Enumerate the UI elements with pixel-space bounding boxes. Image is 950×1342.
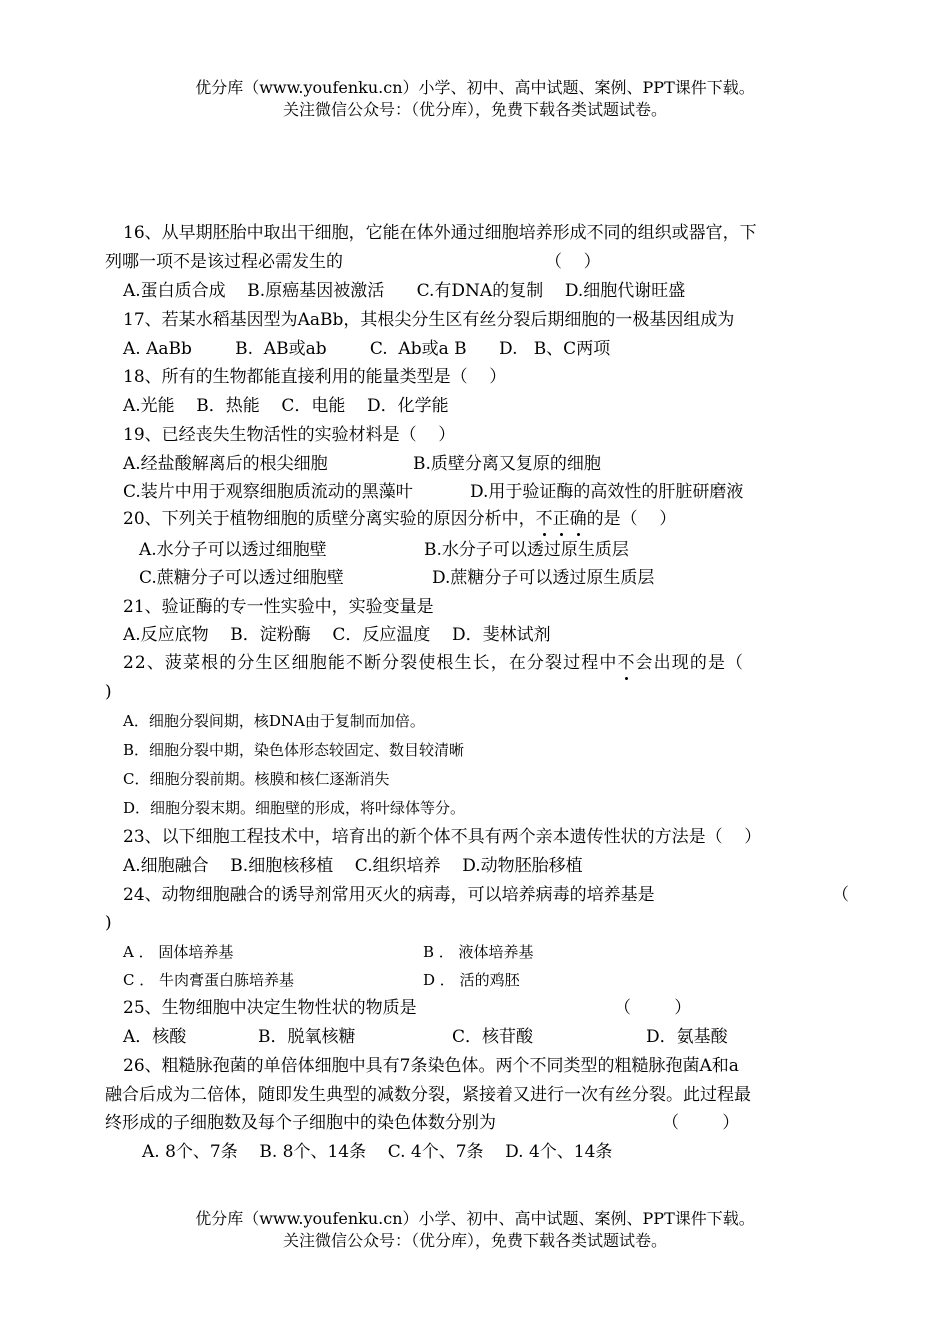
q20-option-b: B.水分子可以透过原生质层 [424, 540, 629, 560]
q19-option-c: C.装片中用于观察细胞质流动的黑藻叶 [123, 482, 413, 502]
q18-options: A.光能 B．热能 C．电能 D．化学能 [123, 396, 449, 416]
q20-option-d: D.蔗糖分子可以透过原生质层 [432, 568, 655, 588]
q22-emphasis-char: 不 [617, 653, 636, 673]
q26-stem-line3: 终形成的子细胞数及每个子细胞中的染色体数分别为 [105, 1113, 496, 1133]
q20-emphasis-char: 正 [552, 509, 570, 529]
q22-stem-tail: 出现的是（ [653, 653, 745, 673]
q24-option-b: B ． 液体培养基 [423, 943, 534, 961]
q20-stem-text: 20、下列关于植物细胞的质壁分离实验的原因分析中， [123, 509, 536, 529]
q25-option-c: C．核苷酸 [452, 1027, 534, 1047]
q20-stem [123, 508, 676, 530]
q24-option-c: C ． 牛肉膏蛋白胨培养基 [123, 971, 295, 989]
q24-option-a: A ． 固体培养基 [123, 943, 234, 961]
q22-stem [123, 652, 744, 674]
q26-stem-line2: 融合后成为二倍体，随即发生典型的减数分裂，紧接着又进行一次有丝分裂。此过程最 [105, 1085, 751, 1105]
q22-option-b: B．细胞分裂中期，染色体形态较固定、数目较清晰 [123, 741, 465, 759]
q20-emphasis-char: 不 [535, 509, 553, 529]
q22-stem-line2: ) [105, 682, 112, 702]
header-line-1: 优分库（www.youfenku.cn）小学、初中、高中试题、案例、PPT课件下载。 [195, 78, 755, 97]
q19-option-a: A.经盐酸解离后的根尖细胞 [123, 454, 328, 474]
q20-stem-tail: 的是（ ） [586, 509, 677, 529]
q25-option-a: A．核酸 [123, 1027, 187, 1047]
q22-stem-char: 会 [635, 653, 654, 673]
q25-answer-bracket: （ ） [614, 998, 692, 1018]
footer-line-1: 优分库（www.youfenku.cn）小学、初中、高中试题、案例、PPT课件下载。 [195, 1209, 755, 1228]
q26-stem-line1: 26、粗糙脉孢菌的单倍体细胞中具有7条染色体。两个不同类型的粗糙脉孢菌A和a [123, 1056, 739, 1076]
q20-emphasis-char: 确 [569, 509, 587, 529]
footer-line-2: 关注微信公众号：（优分库），免费下载各类试题试卷。 [282, 1231, 667, 1250]
q16-options: A.蛋白质合成 B.原癌基因被激活 C.有DNA的复制 D.细胞代谢旺盛 [123, 281, 686, 301]
q24-option-d: D ． 活的鸡胚 [423, 971, 520, 989]
q22-stem-text: 22、菠菜根的分生区细胞能不断分裂使根生长，在分裂过程中 [123, 653, 618, 673]
q22-option-c: C．细胞分裂前期。核膜和核仁逐渐消失 [123, 770, 390, 788]
q22-option-d: D．细胞分裂末期。细胞壁的形成，将叶绿体等分。 [123, 799, 466, 817]
q24-bracket-open: （ [832, 885, 849, 905]
q25-stem: 25、生物细胞中决定生物性状的物质是 [123, 998, 417, 1018]
q22-option-a: A．细胞分裂间期，核DNA由于复制而加倍。 [123, 712, 425, 730]
q24-stem-line2: ) [105, 913, 112, 933]
q24-stem: 24、动物细胞融合的诱导剂常用灭火的病毒，可以培养病毒的培养基是 [123, 885, 655, 905]
q16-answer-bracket: （ ） [545, 252, 601, 272]
q25-option-d: D．氨基酸 [646, 1027, 728, 1047]
q20-option-a: A.水分子可以透过细胞壁 [139, 540, 327, 560]
q20-option-c: C.蔗糖分子可以透过细胞壁 [139, 568, 344, 588]
q16-stem-line1: 16、从早期胚胎中取出干细胞，它能在体外通过细胞培养形成不同的组织或器官，下 [123, 223, 757, 243]
q23-stem: 23、以下细胞工程技术中，培育出的新个体不具有两个亲本遗传性状的方法是（ ） [123, 827, 762, 847]
q18-stem: 18、所有的生物都能直接利用的能量类型是（ ） [123, 367, 507, 387]
page-header [0, 77, 950, 121]
page-footer [0, 1208, 950, 1252]
q17-options: A. AaBb B. AB或ab C. Ab或a B D. B、C两项 [123, 339, 611, 359]
q26-answer-bracket: （ ） [662, 1113, 740, 1133]
q19-stem: 19、已经丧失生物活性的实验材料是（ ） [123, 425, 456, 445]
q21-options: A.反应底物 B．淀粉酶 C．反应温度 D．斐林试剂 [123, 625, 551, 645]
header-line-2: 关注微信公众号：（优分库），免费下载各类试题试卷。 [282, 100, 667, 119]
q19-option-d: D.用于验证酶的高效性的肝脏研磨液 [470, 482, 744, 502]
q26-options: A. 8个、7条 B. 8个、14条 C. 4个、7条 D. 4个、14条 [142, 1142, 613, 1162]
q25-option-b: B．脱氧核糖 [258, 1027, 356, 1047]
q21-stem: 21、验证酶的专一性实验中，实验变量是 [123, 597, 434, 617]
q23-options: A.细胞融合 B.细胞核移植 C.组织培养 D.动物胚胎移植 [123, 856, 583, 876]
q16-stem-line2: 列哪一项不是该过程必需发生的 [105, 252, 343, 272]
q17-stem: 17、若某水稻基因型为AaBb，其根尖分生区有丝分裂后期细胞的一极基因组成为 [123, 310, 735, 330]
q19-option-b: B.质壁分离又复原的细胞 [413, 454, 601, 474]
